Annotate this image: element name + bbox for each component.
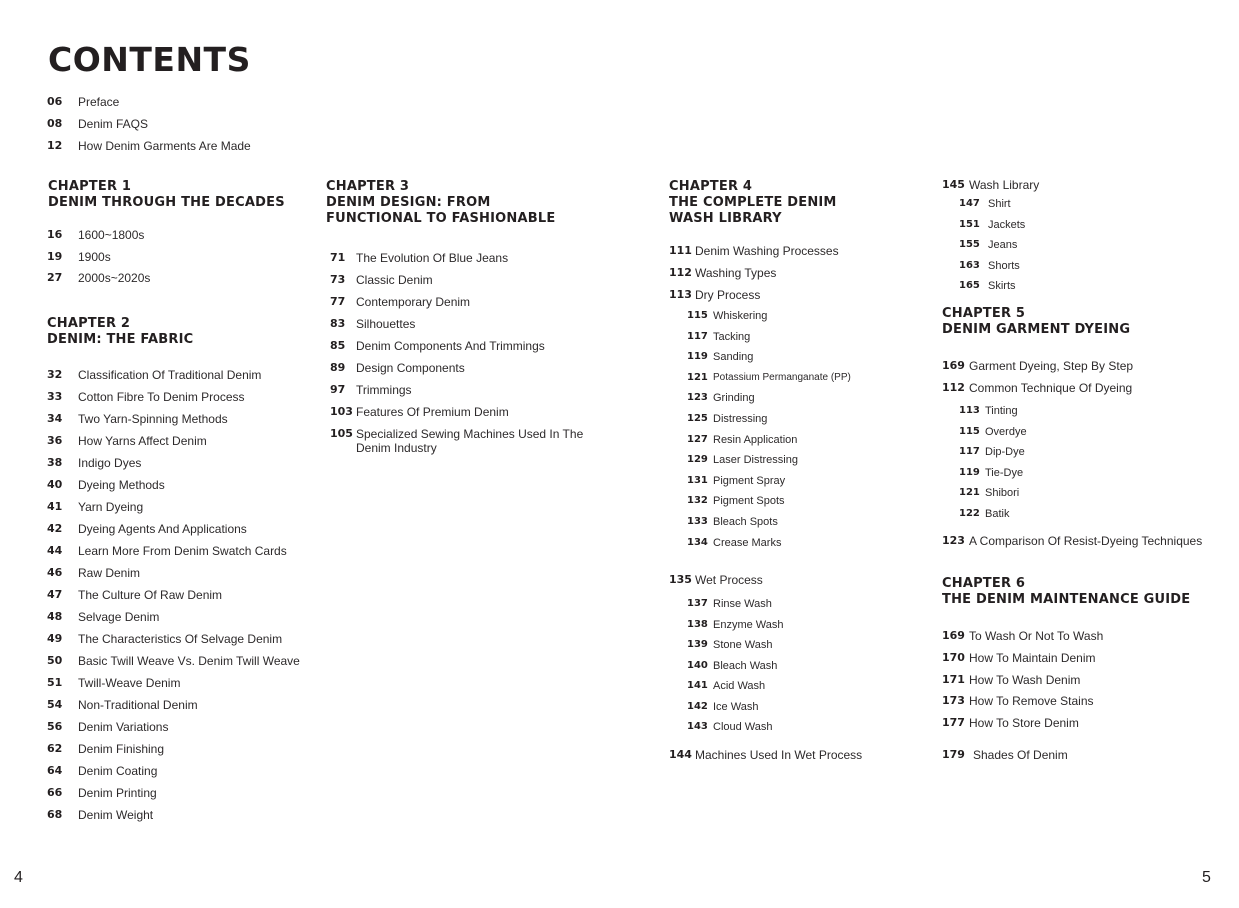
- page-number-left: 4: [14, 869, 23, 886]
- entry-label: Sanding: [713, 351, 754, 364]
- entry-label: Selvage Denim: [78, 610, 160, 624]
- page-number: 131: [687, 474, 708, 486]
- page-number: 165: [959, 280, 980, 292]
- page-number: 121: [959, 487, 980, 499]
- entry-label: The Culture Of Raw Denim: [78, 588, 223, 602]
- page-number: 141: [687, 680, 708, 691]
- page-number: 115: [687, 310, 708, 321]
- page-number: 105: [330, 427, 353, 440]
- entry-label: How To Maintain Denim: [969, 650, 1096, 665]
- entry-label: Wash Library: [969, 178, 1040, 192]
- entry-label: Pigment Spots: [713, 495, 785, 508]
- entry-label: Preface: [78, 95, 120, 109]
- page-number: 27: [47, 271, 63, 284]
- entry-label: Classic Denim: [356, 273, 433, 287]
- chapter-2-title: DENIM: THE FABRIC: [47, 332, 194, 347]
- page-number: 49: [47, 632, 63, 645]
- chapter-4-title-line-2: WASH LIBRARY: [669, 211, 782, 226]
- chapter-4-heading: [669, 179, 837, 227]
- entry-label: Grinding: [713, 392, 755, 405]
- chapter-1-number: CHAPTER 1: [48, 179, 132, 194]
- entry-label: Machines Used In Wet Process: [695, 748, 863, 762]
- page-number: 140: [687, 659, 708, 671]
- page-number: 51: [47, 676, 63, 689]
- chapter-6-heading: [942, 576, 1190, 608]
- page-number: 77: [330, 295, 346, 308]
- page-number: 113: [959, 405, 980, 416]
- chapter-4-number: CHAPTER 4: [669, 179, 753, 194]
- entry-label: Common Technique Of Dyeing: [969, 381, 1133, 395]
- entry-label: How Denim Garments Are Made: [78, 139, 251, 153]
- entry-label: Bleach Spots: [713, 515, 778, 528]
- entry-label: Denim Washing Processes: [695, 244, 839, 258]
- entry-label: Cloud Wash: [713, 721, 773, 733]
- page-number: 111: [669, 244, 692, 257]
- entry-label: Cotton Fibre To Denim Process: [78, 390, 245, 404]
- page-number: 112: [669, 266, 692, 279]
- entry-label: Batik: [985, 507, 1010, 520]
- entry-label: Contemporary Denim: [356, 295, 471, 309]
- entry-label: Pigment Spray: [713, 474, 786, 487]
- page-number: 40: [47, 478, 63, 491]
- entry-label: Distressing: [713, 412, 768, 425]
- entry-label: Laser Distressing: [713, 454, 798, 467]
- entry-label: Acid Wash: [713, 680, 766, 692]
- page-number: 179: [942, 748, 965, 761]
- page-number: 177: [942, 716, 965, 730]
- page-number: 142: [687, 700, 708, 712]
- entry-label: Dip-Dye: [985, 446, 1025, 459]
- entry-label: Washing Types: [695, 266, 777, 280]
- entry-label: Dyeing Agents And Applications: [78, 522, 247, 536]
- entry-label: Denim Components And Trimmings: [356, 339, 545, 353]
- page-number: 41: [47, 500, 63, 513]
- page-number: 169: [942, 629, 965, 642]
- entry-label: Tacking: [713, 330, 751, 343]
- page-number: 46: [47, 566, 63, 579]
- page-number: 119: [687, 351, 708, 363]
- page-number: 125: [687, 412, 708, 424]
- page-number: 127: [687, 433, 708, 445]
- page-number: 54: [47, 698, 63, 711]
- entry-label: Tie-Dye: [985, 466, 1024, 479]
- entry-label: Specialized Sewing Machines Used In The Denim Industry: [356, 427, 584, 455]
- page-number: 117: [959, 446, 980, 458]
- entry-label: Skirts: [988, 280, 1016, 293]
- entry-label: Jackets: [988, 218, 1026, 231]
- page-number: 122: [959, 507, 980, 519]
- entry-label: Potassium Permanganate (PP): [713, 371, 851, 383]
- page-number: 115: [959, 425, 980, 437]
- entry-label: Indigo Dyes: [78, 456, 142, 470]
- page-number: 62: [47, 742, 63, 755]
- page-number: 155: [959, 239, 980, 251]
- entry-label: 1900s: [78, 249, 111, 264]
- page-number: 56: [47, 720, 63, 733]
- entry-label: The Evolution Of Blue Jeans: [356, 251, 509, 265]
- page-number: 36: [47, 434, 63, 447]
- page-number: 97: [330, 383, 346, 396]
- entry-label: How To Wash Denim: [969, 672, 1081, 687]
- page-number: 145: [942, 178, 965, 191]
- entry-label: Rinse Wash: [713, 598, 772, 610]
- page-number: 73: [330, 273, 346, 286]
- chapter-2-number: CHAPTER 2: [47, 316, 131, 331]
- page-number: 129: [687, 454, 708, 466]
- entry-label: Trimmings: [356, 383, 412, 397]
- entry-label: Non-Traditional Denim: [78, 698, 198, 712]
- entry-label: To Wash Or Not To Wash: [969, 629, 1104, 643]
- page-number: 163: [959, 259, 980, 271]
- entry-label: Design Components: [356, 361, 465, 375]
- page-number: 113: [669, 288, 692, 301]
- chapter-1-heading: [48, 179, 285, 211]
- page-number: 132: [687, 495, 708, 507]
- page-number: 143: [687, 721, 708, 732]
- page-number: 137: [687, 598, 708, 609]
- page-number: 47: [47, 588, 63, 601]
- page-number-right: 5: [1202, 869, 1211, 886]
- entry-label: Wet Process: [695, 573, 763, 587]
- chapter-1-title: DENIM THROUGH THE DECADES: [48, 195, 285, 210]
- entry-label: Jeans: [988, 239, 1018, 252]
- entry-label: 2000s~2020s: [78, 271, 151, 285]
- entry-label: Denim Printing: [78, 786, 157, 800]
- page-number: 38: [47, 456, 63, 469]
- entry-label: Denim Coating: [78, 764, 158, 778]
- page-number: 138: [687, 618, 708, 630]
- page-number: 34: [47, 412, 63, 425]
- entry-label: Shibori: [985, 487, 1020, 500]
- entry-label: Basic Twill Weave Vs. Denim Twill Weave: [78, 654, 300, 668]
- entry-label: Whiskering: [713, 310, 768, 322]
- page-number: 119: [959, 466, 980, 478]
- page-number: 64: [47, 764, 63, 777]
- entry-label: Overdye: [985, 425, 1027, 438]
- page-number: 121: [687, 371, 708, 383]
- entry-label: Ice Wash: [713, 700, 759, 713]
- page-number: 83: [330, 317, 346, 330]
- entry-label: Dry Process: [695, 288, 761, 302]
- entry-label: Bleach Wash: [713, 659, 778, 672]
- page-number: 133: [687, 515, 708, 527]
- chapter-3-heading: [326, 179, 555, 227]
- contents-title: CONTENTS: [48, 40, 251, 79]
- page-number: 123: [942, 534, 965, 547]
- page-number: 85: [330, 339, 346, 352]
- page-number: 33: [47, 390, 63, 403]
- page-number: 103: [330, 405, 353, 418]
- page-number: 170: [942, 650, 965, 664]
- entry-label: Tinting: [985, 405, 1018, 417]
- page-number: 112: [942, 381, 965, 394]
- entry-label: Shorts: [988, 259, 1020, 272]
- entry-label: Features Of Premium Denim: [356, 405, 509, 419]
- entry-label: Raw Denim: [78, 566, 141, 580]
- page-number: 48: [47, 610, 63, 623]
- entry-label: Enzyme Wash: [713, 618, 784, 631]
- entry-label: Stone Wash: [713, 639, 773, 651]
- entry-label: Two Yarn-Spinning Methods: [78, 412, 228, 426]
- entry-label: How Yarns Affect Denim: [78, 434, 207, 448]
- page-number: 08: [47, 117, 63, 130]
- page-number: 139: [687, 639, 708, 650]
- chapter-6-number: CHAPTER 6: [942, 576, 1026, 591]
- entry-label: Crease Marks: [713, 536, 782, 549]
- page-number: 135: [669, 573, 692, 586]
- page-number: 89: [330, 361, 346, 374]
- chapter-3-number: CHAPTER 3: [326, 179, 410, 194]
- chapter-5-heading: [942, 306, 1130, 338]
- chapter-5-title: DENIM GARMENT DYEING: [942, 322, 1131, 337]
- page-number: 12: [47, 139, 63, 152]
- page-number: 147: [959, 198, 980, 209]
- page-number: 42: [47, 522, 63, 535]
- chapter-2-heading: [47, 316, 193, 348]
- page-number: 50: [47, 654, 63, 667]
- entry-label: How To Store Denim: [969, 716, 1079, 731]
- page-number: 171: [942, 672, 965, 686]
- entry-label: Denim Variations: [78, 720, 169, 734]
- chapter-4-title-line-1: THE COMPLETE DENIM: [669, 195, 837, 210]
- entry-label: Shirt: [988, 198, 1011, 210]
- entry-label: Denim FAQS: [78, 117, 149, 131]
- page-number: 144: [669, 748, 692, 761]
- entry-label: The Characteristics Of Selvage Denim: [78, 632, 283, 646]
- page-number: 16: [47, 228, 63, 241]
- entry-label: Resin Application: [713, 433, 798, 446]
- entry-label: Silhouettes: [356, 317, 416, 331]
- page-number: 32: [47, 368, 63, 381]
- page-number: 19: [47, 249, 63, 263]
- page-number: 66: [47, 786, 63, 799]
- page-number: 173: [942, 694, 965, 708]
- entry-label: A Comparison Of Resist-Dyeing Techniques: [969, 534, 1203, 548]
- entry-label: 1600~1800s: [78, 228, 145, 242]
- chapter-5-number: CHAPTER 5: [942, 306, 1026, 321]
- chapter-3-title-line-1: DENIM DESIGN: FROM: [326, 195, 491, 210]
- page-number: 71: [330, 251, 346, 264]
- entry-label: How To Remove Stains: [969, 694, 1094, 709]
- entry-label: Garment Dyeing, Step By Step: [969, 359, 1134, 373]
- chapter-6-title: THE DENIM MAINTENANCE GUIDE: [942, 592, 1191, 607]
- page-number: 134: [687, 536, 708, 548]
- page-number: 169: [942, 359, 965, 372]
- chapter-3-title-line-2: FUNCTIONAL TO FASHIONABLE: [326, 211, 556, 226]
- page-number: 151: [959, 218, 980, 230]
- entry-label: Denim Weight: [78, 808, 154, 822]
- entry-label: Learn More From Denim Swatch Cards: [78, 544, 287, 558]
- page-number: 68: [47, 808, 63, 821]
- entry-label: Denim Finishing: [78, 742, 165, 756]
- entry-label: Classification Of Traditional Denim: [78, 368, 262, 382]
- page-number: 117: [687, 330, 708, 342]
- entry-label: Twill-Weave Denim: [78, 676, 181, 690]
- page-number: 06: [47, 95, 63, 108]
- entry-label: Shades Of Denim: [973, 748, 1068, 762]
- entry-label: Yarn Dyeing: [78, 500, 144, 514]
- page-number: 44: [47, 544, 63, 557]
- entry-label: Dyeing Methods: [78, 478, 165, 492]
- page-number: 123: [687, 392, 708, 404]
